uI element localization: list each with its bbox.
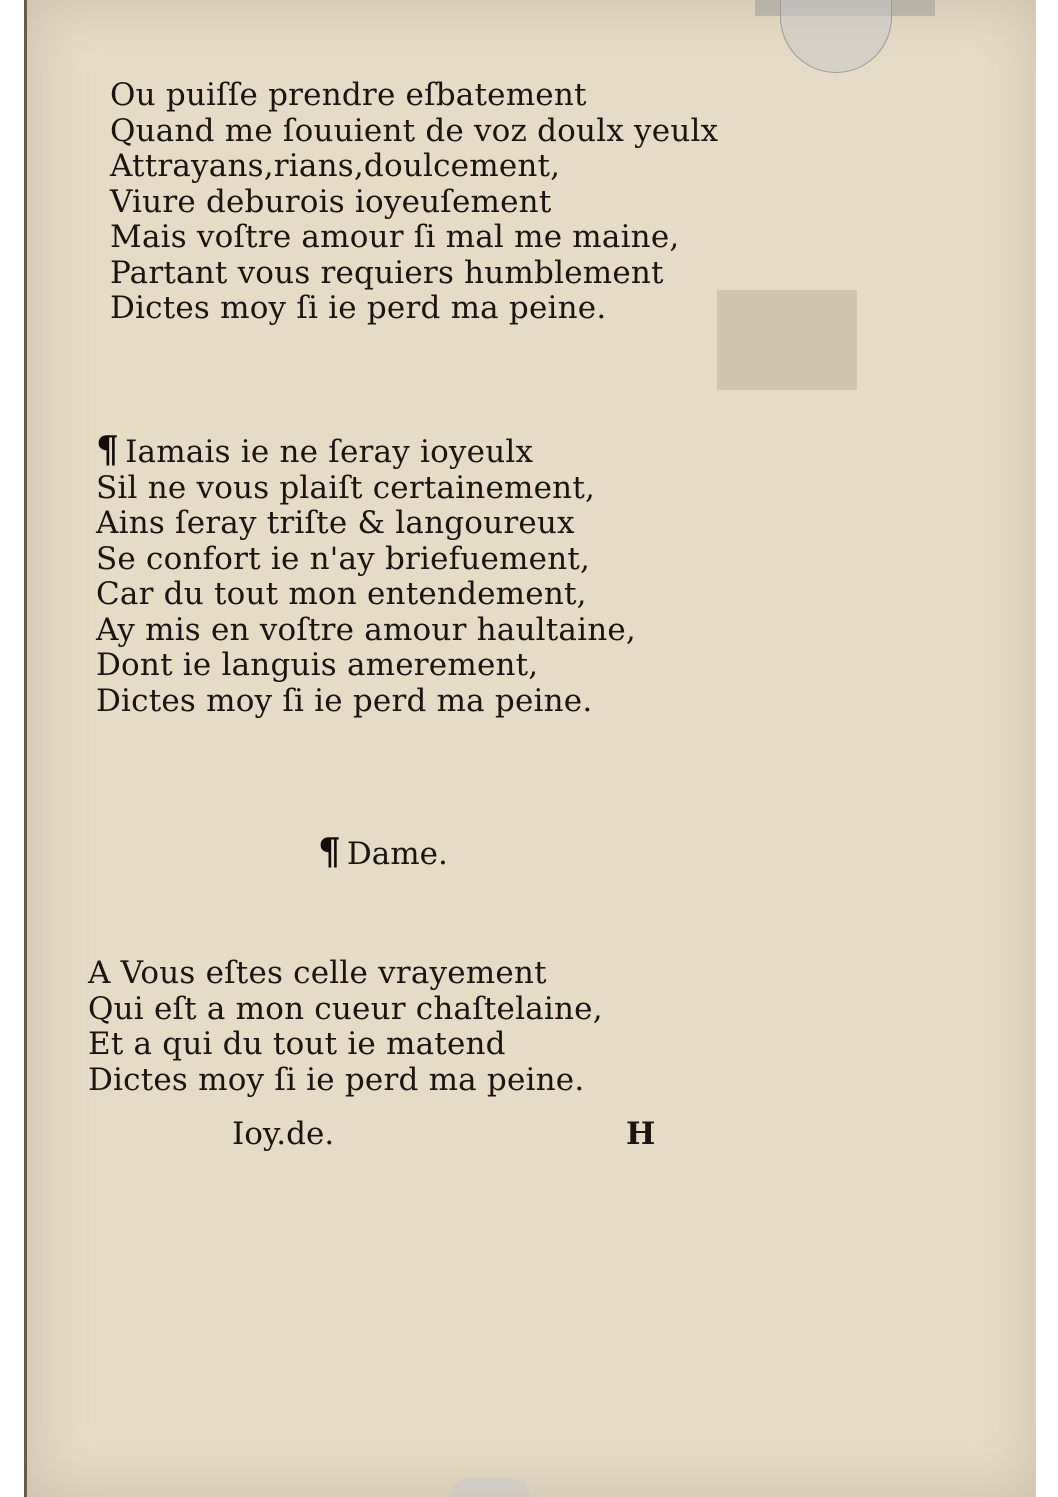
catchword: Ioy.de. (232, 1116, 335, 1152)
verse-line: Qui eſt a mon cueur chaſtelaine, (88, 990, 603, 1027)
verse-line: Ay mis en voſtre amour haultaine, (96, 611, 636, 648)
stanza-1 (110, 78, 718, 327)
verse-line: Mais voſtre amour ſi mal me maine, (110, 219, 680, 255)
verse-line: Sil ne vous plaiſt certainement, (96, 469, 596, 506)
pilcrow-icon: ¶ (318, 831, 341, 873)
stanza-3 (88, 956, 603, 1098)
verse-line: Viure deburois ioyeuſement (110, 183, 552, 220)
stanza-2 (96, 429, 636, 719)
speaker-heading (318, 831, 448, 873)
verse-line: Dictes moy ſi ie perd ma peine. (88, 1061, 585, 1098)
verse-line: Ou puiſſe prendre eſbatement (110, 77, 587, 113)
verse-line: Se confort ie n'ay briefuement, (96, 540, 591, 577)
verse-text: Iamais ie ne ſeray ioyeulx (125, 434, 534, 470)
show-through-ink (717, 290, 857, 390)
verse-line: Dont ie languis amerement, (96, 647, 539, 683)
signature-mark: H (626, 1116, 656, 1152)
page-edge (1036, 0, 1058, 1497)
heading-text: Dame. (346, 836, 448, 872)
page-clip-bottom (450, 1478, 530, 1497)
verse-line: Dictes moy ſi ie perd ma peine. (110, 290, 607, 326)
verse-line: Quand me ſouuient de voz doulx yeulx (110, 112, 719, 149)
verse-line: Ains ſeray triſte & langoureux (96, 505, 575, 541)
verse-line (96, 429, 636, 471)
verse-line: Et a qui du tout ie matend (88, 1026, 506, 1062)
verse-line: Partant vous requiers humblement (110, 254, 664, 291)
verse-line: Car du tout mon entendement, (96, 576, 587, 612)
verse-line: Attrayans,rians,doulcement, (110, 148, 561, 184)
verse-line: Dictes moy ſi ie perd ma peine. (96, 682, 593, 719)
pilcrow-icon: ¶ (96, 429, 120, 471)
verse-line: A Vous eſtes celle vrayement (88, 955, 547, 991)
